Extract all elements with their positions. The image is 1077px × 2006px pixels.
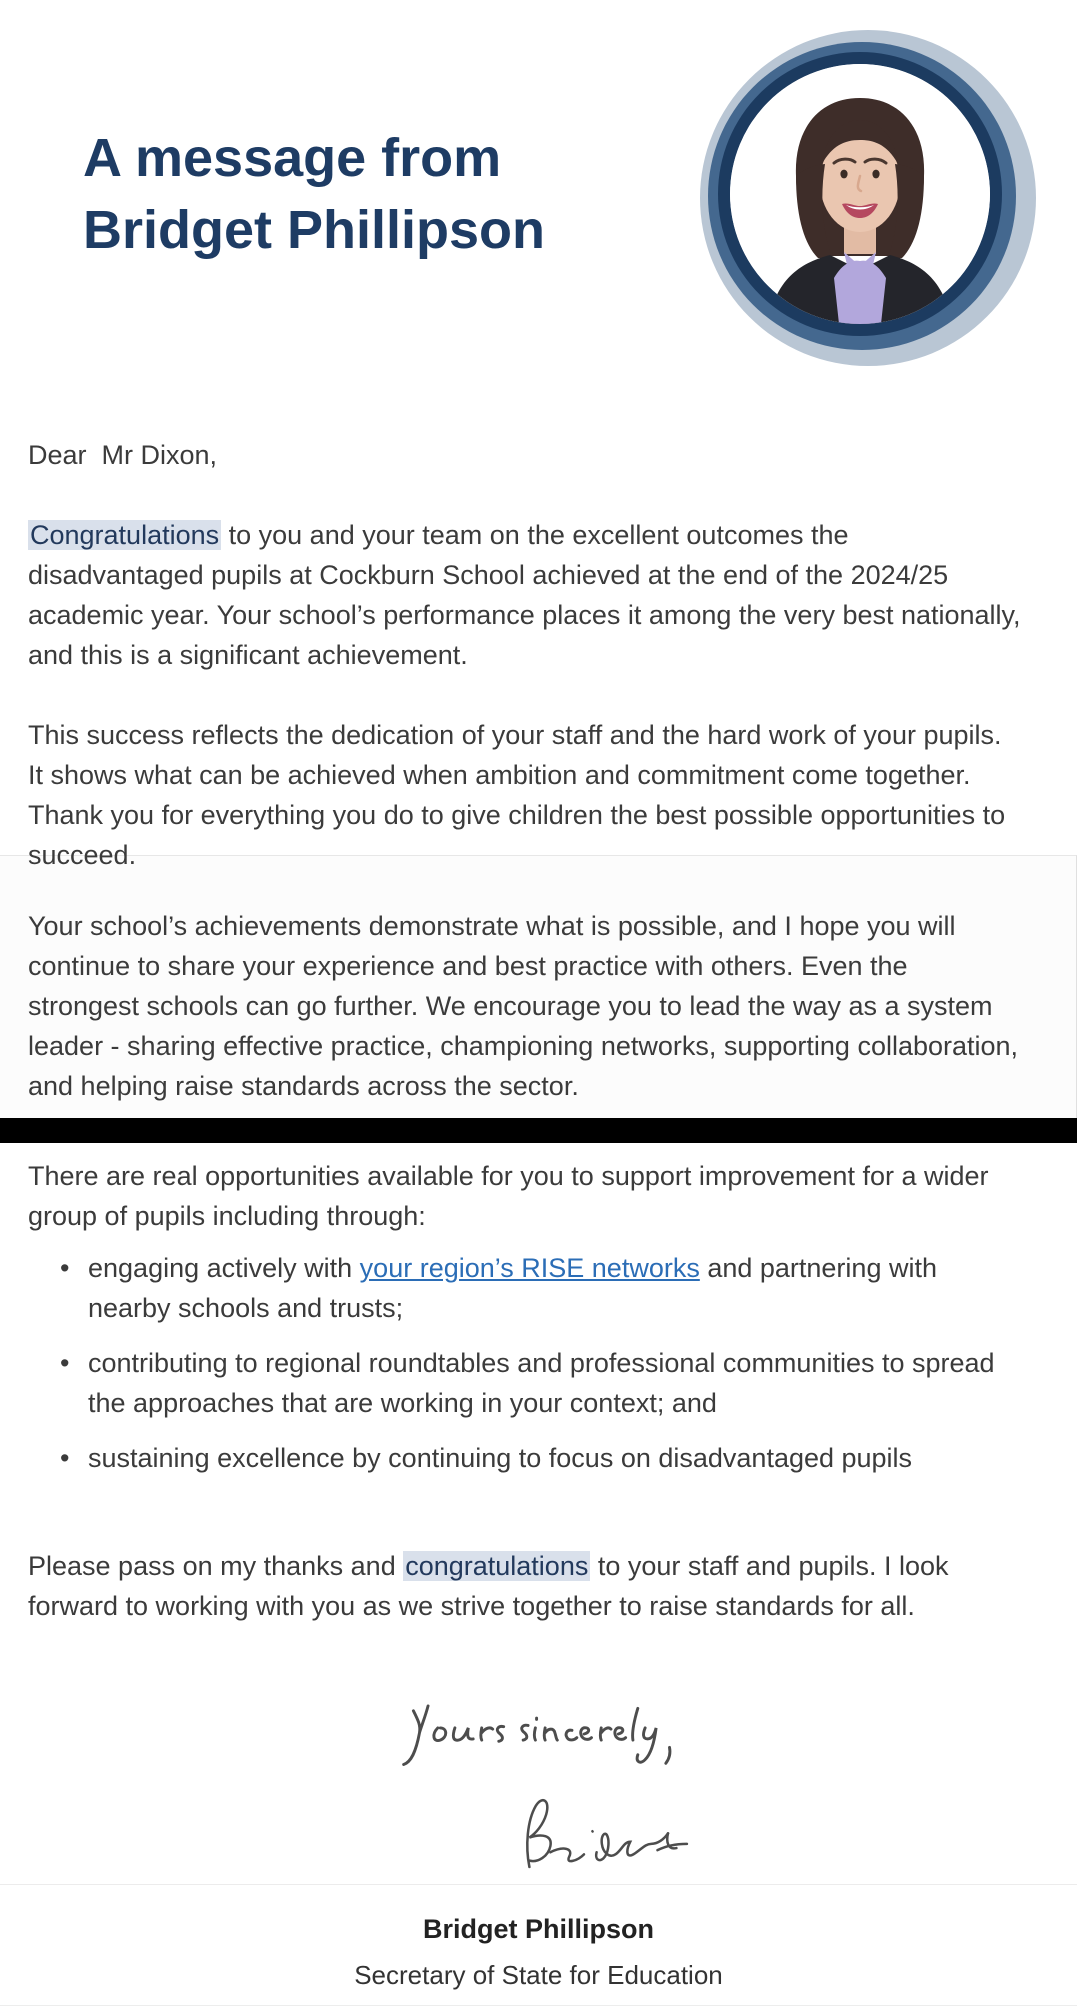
letter-body xyxy=(0,366,1077,1626)
footer-role: Secretary of State for Education xyxy=(354,1960,723,1990)
handwritten-signature xyxy=(500,1789,710,1884)
list-item-rise-networks: • engaging actively with your region’s RISE networks and partnering with nearby schools and trusts; xyxy=(58,1248,1022,1328)
title-line-2: Bridget Phillipson xyxy=(83,200,546,261)
paragraph-thanks: Please pass on my thanks and congratulations to your staff and pupils. I look forward to working with you as we strive together to raise standards for all. xyxy=(28,1551,949,1621)
opportunities-list xyxy=(28,1248,1022,1478)
footer-name: Bridget Phillipson xyxy=(422,1914,654,1944)
rise-networks-link[interactable]: your region’s RISE networks xyxy=(359,1253,700,1283)
list-item-roundtables: • contributing to regional roundtables and professional communities to spread the approaches that are working in your context; and xyxy=(58,1343,1022,1423)
list-item-sustaining: • sustaining excellence by continuing to focus on disadvantaged pupils xyxy=(58,1438,1022,1478)
black-divider-bar xyxy=(0,1118,1077,1143)
signature-block xyxy=(0,1684,1077,1884)
paragraph-congratulations: Congratulations to you and your team on the excellent outcomes the disadvantaged pupils at Cockburn School achieved at the end of the 2024/25 academic year. Your school’s performance places it among the very best nationally, and this is a significant achievement. xyxy=(28,520,1021,670)
portrait-illustration xyxy=(730,64,990,324)
portrait-photo xyxy=(700,30,1036,366)
paragraph-success: This success reflects the dedication of your staff and the hard work of your pupils. It shows what can be achieved when ambition and commitment come together. Thank you for everything you do to give children the best possible opportunities to succeed. xyxy=(28,720,1006,870)
content-band xyxy=(0,855,1077,1118)
letter-header xyxy=(0,0,1077,366)
highlighted-term: congratulations xyxy=(405,1551,589,1581)
title-line-1: A message from xyxy=(83,128,502,189)
salutation: Dear Mr Dixon, xyxy=(28,440,218,470)
highlighted-term: Congratulations xyxy=(30,520,220,550)
handwritten-closing xyxy=(390,1684,710,1784)
paragraph-achievements: Your school’s achievements demonstrate what is possible, and I hope you will continue to share your experience and best practice with others. Even the strongest schools can go further. We encourage you to lead the way as a system leader - sharing effective practice, championing networks, supporting collaboration, and helping raise standards across the sector. xyxy=(28,911,1019,1101)
paragraph-opportunities: There are real opportunities available for you to support improvement for a wider group of pupils including through: xyxy=(28,1161,989,1231)
portrait-image xyxy=(730,64,990,324)
letter-footer xyxy=(0,1884,1077,2005)
page-title xyxy=(83,122,545,266)
